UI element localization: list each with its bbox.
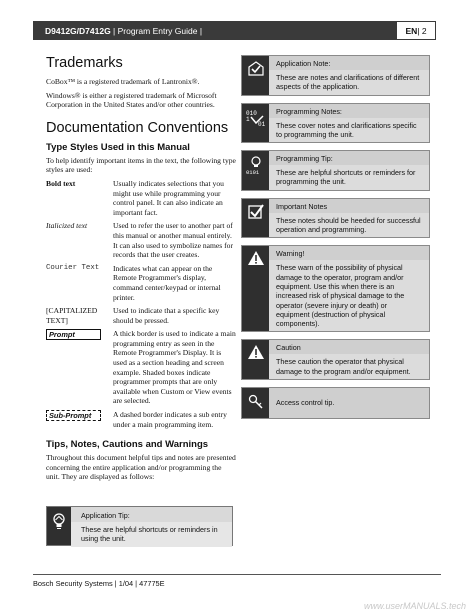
important-notes-box <box>241 198 430 239</box>
binary-lightbulb-icon <box>242 151 269 190</box>
warning-triangle-icon <box>242 246 269 331</box>
note-title: Programming Tip: <box>276 154 333 164</box>
svg-text:1: 1 <box>245 115 250 123</box>
style-desc: Indicates what can appear on the Remote Programmer's display, command center/keypad or internal printer. <box>113 263 221 302</box>
note-desc: Access control tip. <box>276 398 335 408</box>
note-desc: These cover notes and clarifications specific to programming the unit. <box>269 118 429 143</box>
style-term: Courier Text <box>46 263 100 272</box>
note-desc: These notes should be heeded for successful operation and programming. <box>269 213 429 238</box>
style-desc: A dashed border indicates a sub entry under a main programming item. <box>113 410 227 429</box>
left-column <box>46 55 236 486</box>
header-lang: EN <box>405 25 418 36</box>
style-row-courier <box>46 264 236 302</box>
tips-intro: Throughout this document helpful tips and notes are presented concerning the entire application and/or programming the unit. They are displayed as follows: <box>46 453 236 482</box>
type-styles-subheading: Type Styles Used in this Manual <box>46 141 190 153</box>
header-page-number: | 2 <box>417 25 427 36</box>
note-title: Caution <box>276 343 301 353</box>
checkbox-icon <box>242 199 269 238</box>
prompt-example-box: Prompt <box>46 329 101 340</box>
note-desc: These are notes and clarifications of different aspects of the application. <box>269 70 429 95</box>
style-desc: Usually indicates selections that you might use while programming your control panel. It can also indicate an important fact. <box>113 178 224 217</box>
caution-triangle-icon <box>242 340 269 379</box>
check-envelope-icon <box>242 56 269 95</box>
page-header <box>33 21 436 40</box>
style-desc: Used to indicate that a specific key should be pressed. <box>113 306 220 325</box>
note-title: Application Note: <box>276 59 331 68</box>
subprompt-example-box: Sub-Prompt <box>46 410 101 421</box>
svg-text:01: 01 <box>257 120 265 128</box>
svg-text:010: 010 <box>245 109 257 117</box>
header-model: D9412G/D7412G <box>45 25 111 36</box>
application-tip-title: Application Tip: <box>81 511 130 520</box>
programming-tip-box <box>241 150 430 191</box>
style-row-subprompt <box>46 410 236 429</box>
tips-subheading: Tips, Notes, Cautions and Warnings <box>46 439 209 451</box>
caution-box <box>241 339 430 380</box>
header-doc-title: D9412G/D7412G | Program Entry Guide | <box>45 25 203 36</box>
conventions-heading: Documentation Conventions <box>46 119 229 136</box>
style-term: Bold text <box>46 178 76 188</box>
note-title: Programming Notes: <box>276 106 342 116</box>
trademark-windows: Windows® is either a registered trademark of Microsoft Corporation in the United States and/or other countries. <box>46 90 217 110</box>
style-desc: Used to refer the user to another part of this manual or another manual entirely. It can also used to symbolize names for records that the user creates. <box>113 221 233 260</box>
type-styles-intro: To help identify important items in the text, the following type styles are used: <box>46 155 236 175</box>
notes-column <box>241 55 430 426</box>
note-title: Important Notes <box>276 201 328 211</box>
programming-notes-box <box>241 103 430 144</box>
page-footer: Bosch Security Systems | 1/04 | 47775E <box>33 574 441 588</box>
trademark-cobox: CoBox™ is a registered trademark of Lantronix®. <box>46 77 200 86</box>
access-control-tip-box <box>241 387 430 419</box>
note-desc: These caution the operator that physical damage to the program and/or equipment. <box>269 354 429 379</box>
warning-box <box>241 245 430 332</box>
header-guide: Program Entry Guide | <box>117 25 203 36</box>
key-access-icon <box>242 388 269 418</box>
style-row-italic <box>46 221 236 259</box>
application-tip-desc: These are helpful shortcuts or reminders in using the unit. <box>71 522 232 547</box>
style-term: [CAPITALIZED TEXT] <box>46 306 98 325</box>
note-desc: These warn of the possibility of physical damage to the operator, program and/or equipment. Use this when there is an increased risk of physical damage to the operator (severe injury or death) or equipment (destruction of physical components). <box>269 260 429 331</box>
watermark: www.userMANUALS.tech <box>363 601 466 611</box>
note-title: Warning! <box>276 249 305 259</box>
svg-text:0101: 0101 <box>245 169 259 176</box>
style-desc: A thick border is used to indicate a main programming entry as seen in the Remote Programmer's Display. It is used as a section heading and screen example. Shaded boxes indicate programmer prompts that are only available when Custom or View events are selected. <box>113 329 236 406</box>
style-term: Italicized text <box>46 221 88 231</box>
binary-note-icon <box>242 104 269 143</box>
style-row-capitalized <box>46 306 236 325</box>
trademarks-heading: Trademarks <box>46 55 123 71</box>
application-note-box <box>241 55 430 96</box>
style-row-bold <box>46 179 236 217</box>
application-tip-example <box>46 506 233 546</box>
note-desc: These are helpful shortcuts or reminders for programming the unit. <box>269 165 429 190</box>
header-page-info <box>396 21 436 40</box>
type-styles-table <box>46 179 236 429</box>
lightbulb-icon <box>47 507 71 545</box>
style-row-prompt <box>46 329 236 406</box>
